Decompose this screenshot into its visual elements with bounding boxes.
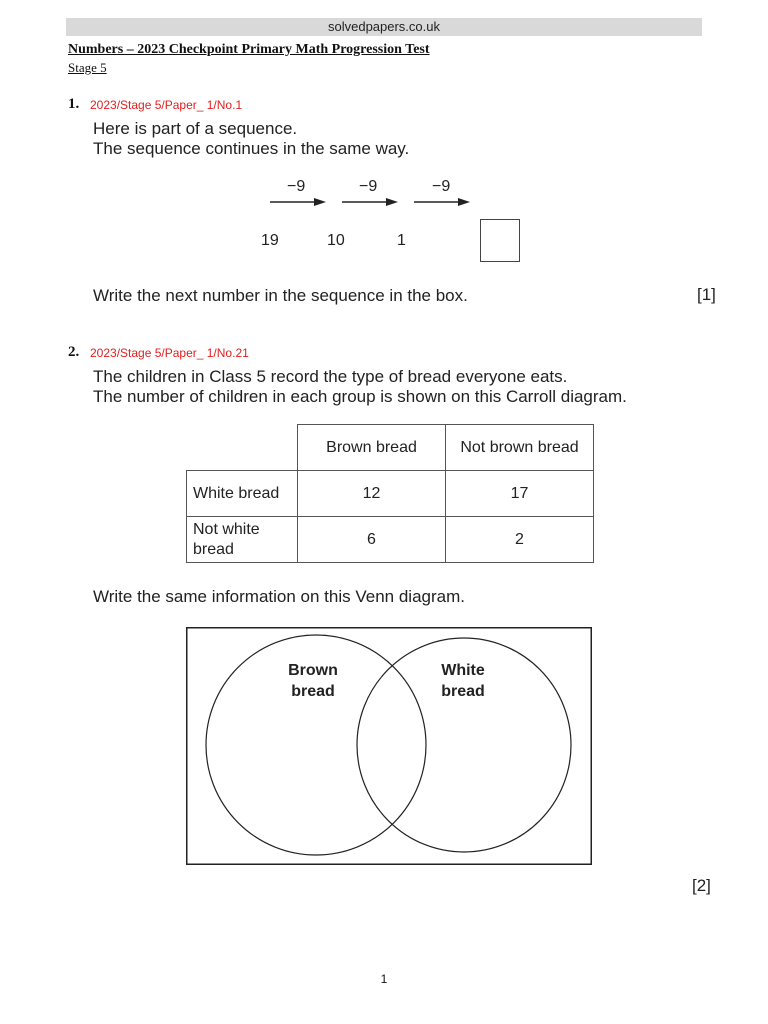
step-label-2: −9 bbox=[359, 178, 378, 195]
arrow-1-icon bbox=[270, 198, 326, 206]
venn-label-brown-bread: Brown bread bbox=[288, 662, 338, 700]
carroll-row-not-white bbox=[187, 517, 594, 563]
carroll-diagram bbox=[186, 424, 594, 563]
question-2-line-2: The number of children in each group is shown on this Carroll diagram. bbox=[93, 387, 627, 406]
carroll-cell-not-white-not-brown: 2 bbox=[446, 517, 594, 563]
step-label-1: −9 bbox=[287, 178, 306, 195]
carroll-row-label-not-white: Not white bread bbox=[187, 517, 298, 563]
question-2-line-1: The children in Class 5 record the type of bread everyone eats. bbox=[93, 367, 568, 386]
document-title: Numbers – 2023 Checkpoint Primary Math Progression Test bbox=[68, 42, 430, 57]
page-number: 1 bbox=[380, 972, 388, 986]
carroll-header-row bbox=[187, 425, 594, 471]
carroll-cell-not-white-brown: 6 bbox=[298, 517, 446, 563]
carroll-cell-white-not-brown: 17 bbox=[446, 471, 594, 517]
carroll-col-header-brown: Brown bread bbox=[298, 425, 446, 471]
carroll-corner-cell bbox=[187, 425, 298, 471]
question-2-number: 2. bbox=[68, 344, 80, 360]
question-2-marks: [2] bbox=[692, 876, 711, 895]
carroll-row-white bbox=[187, 471, 594, 517]
site-header-bar bbox=[66, 18, 702, 36]
question-1-reference: 2023/Stage 5/Paper_ 1/No.1 bbox=[90, 98, 243, 112]
arrow-2-icon bbox=[342, 198, 398, 206]
venn-label-white-bread: White bread bbox=[441, 662, 485, 700]
carroll-cell-white-brown: 12 bbox=[298, 471, 446, 517]
sequence-term-3: 1 bbox=[397, 232, 406, 249]
question-2-reference: 2023/Stage 5/Paper_ 1/No.21 bbox=[90, 346, 249, 360]
question-1-line-1: Here is part of a sequence. bbox=[93, 119, 298, 138]
question-1-marks: [1] bbox=[697, 285, 716, 304]
question-1-instruction: Write the next number in the sequence in the box. bbox=[93, 286, 468, 305]
sequence-term-1: 19 bbox=[261, 232, 279, 249]
arrow-3-icon bbox=[414, 198, 470, 206]
sequence-arrows bbox=[260, 192, 480, 208]
step-label-3: −9 bbox=[432, 178, 451, 195]
question-1-line-2: The sequence continues in the same way. bbox=[93, 139, 410, 158]
sequence-term-2: 10 bbox=[327, 232, 345, 249]
question-2-instruction: Write the same information on this Venn diagram. bbox=[93, 587, 465, 606]
venn-diagram[interactable] bbox=[186, 627, 592, 865]
carroll-col-header-not-brown: Not brown bread bbox=[446, 425, 594, 471]
answer-box[interactable] bbox=[480, 219, 520, 262]
site-name: solvedpapers.co.uk bbox=[327, 19, 440, 34]
question-1-number: 1. bbox=[68, 96, 80, 112]
carroll-row-label-white: White bread bbox=[187, 471, 298, 517]
document-subtitle: Stage 5 bbox=[68, 60, 107, 75]
